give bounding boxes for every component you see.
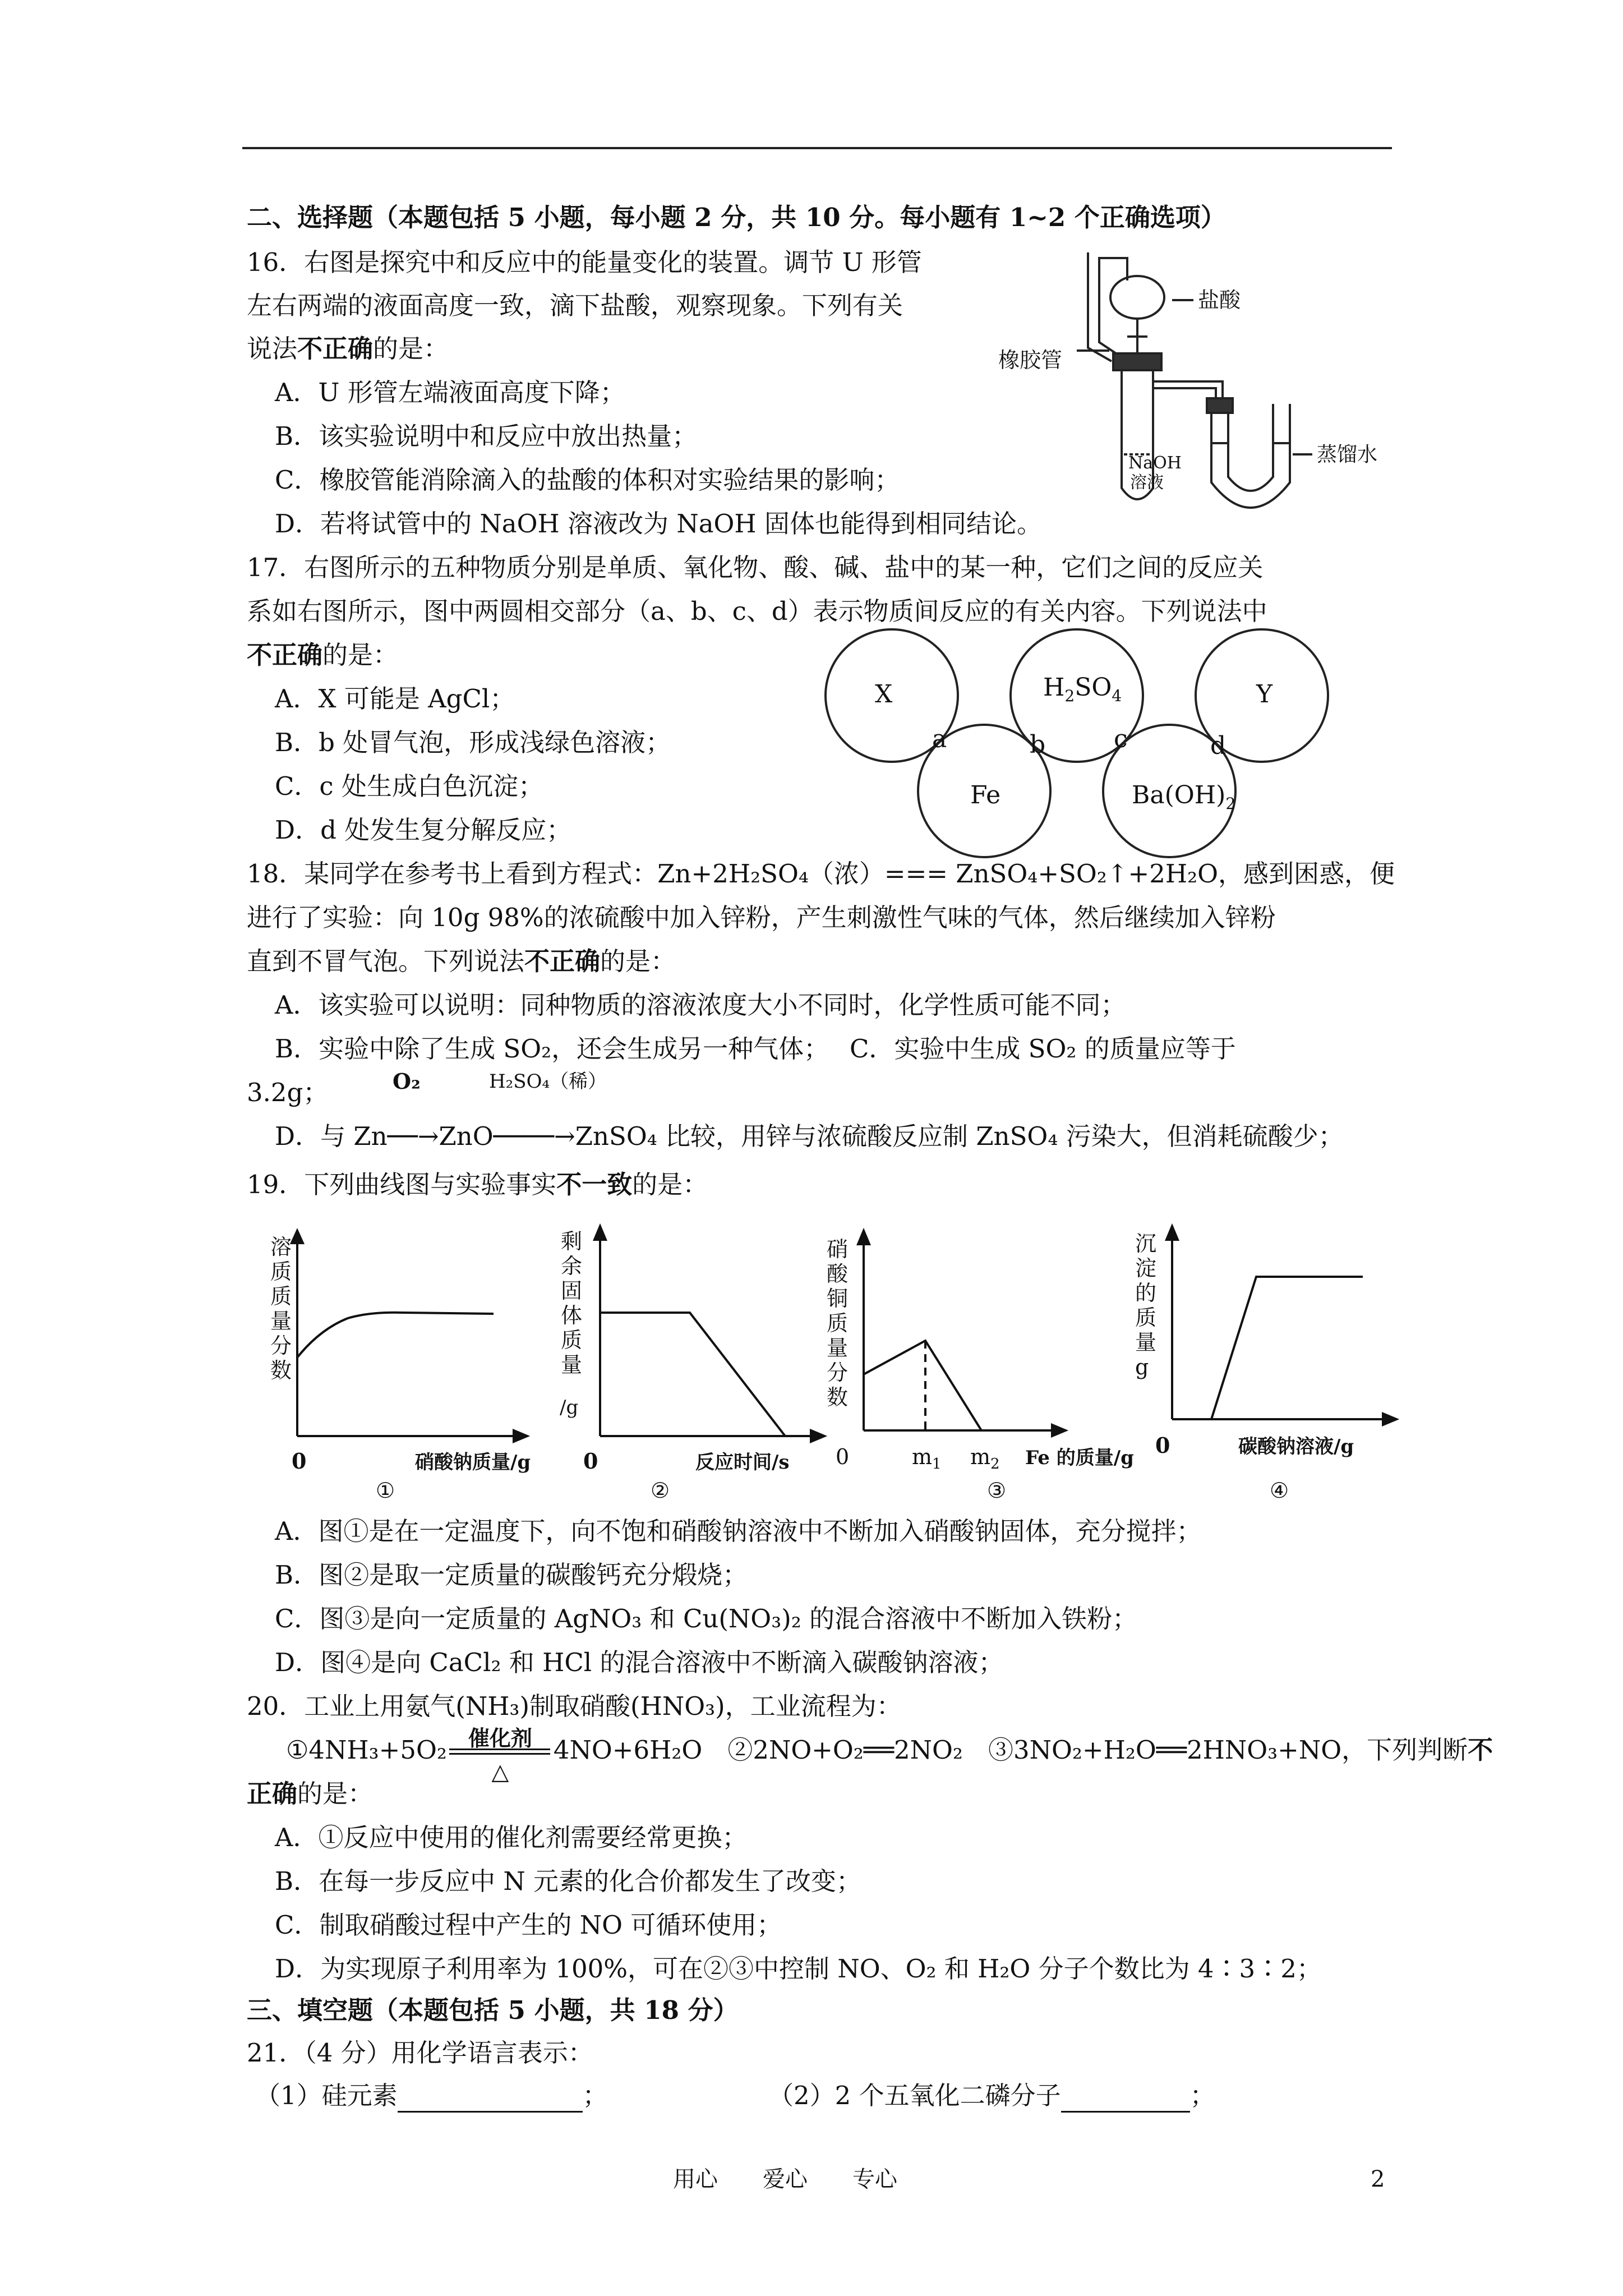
svg-text:碳酸钠溶液/g: 碳酸钠溶液/g [1238, 1435, 1354, 1458]
graph-1 [258, 1223, 550, 1515]
q18-stem-text: 直到不冒气泡。下列说法 [247, 946, 525, 976]
q17-option-c: C．c 处生成白色沉淀； [275, 771, 543, 801]
q17-stem-line2: 系如右图所示，图中两圆相交部分（a、b、c、d）表示物质间反应的有关内容。下列说法中 [247, 596, 1267, 626]
q16-option-c: C．橡胶管能消除滴入的盐酸的体积对实验结果的影响； [275, 465, 900, 495]
q18-stem-line3 [247, 945, 676, 978]
q16-option-d: D．若将试管中的 NaOH 溶液改为 NaOH 固体也能得到相同结论。 [275, 509, 1042, 539]
q16-stem-line2: 左右两端的液面高度一致，滴下盐酸，观察现象。下列有关 [247, 291, 903, 320]
q16-stem-line3 [247, 332, 449, 366]
label-naoh-solution: 溶液 [1130, 473, 1164, 493]
q16-option-a: A．U 形管左端液面高度下降； [275, 378, 625, 407]
label-baoh2: $Ba(OH)_2$ [1132, 781, 1236, 813]
q20-eq1-right: 4NO+6H₂O ②2NO+O₂══2NO₂ ③3NO₂+H₂O══2HNO₃+NO，下列判断 [553, 1735, 1468, 1765]
svg-text:/g: /g [560, 1396, 579, 1419]
label-h2so4: $H_2SO_4$ [1043, 673, 1122, 705]
svg-text:的: 的 [1135, 1281, 1157, 1305]
svg-text:0: 0 [583, 1448, 598, 1474]
svg-text:余: 余 [561, 1254, 583, 1278]
svg-text:量: 量 [827, 1336, 849, 1360]
q16-option-b: B．该实验说明中和反应中放出热量； [275, 421, 698, 451]
q20-emphasis-1: 不 [1468, 1735, 1493, 1765]
q20-stem-line1: 20．工业上用氨气(NH₃)制取硝酸(HNO₃)，工业流程为： [247, 1691, 902, 1721]
svg-text:量: 量 [270, 1309, 292, 1333]
graph-4 [1127, 1223, 1453, 1515]
svg-text:0: 0 [1155, 1433, 1170, 1458]
label-naoh: NaOH [1128, 453, 1182, 473]
svg-text:①: ① [376, 1478, 395, 1503]
q21-blank-1[interactable] [398, 2088, 583, 2113]
svg-text:④: ④ [1270, 1478, 1289, 1503]
q17-option-b: B．b 处冒气泡，形成浅绿色溶液； [275, 728, 671, 757]
svg-text:②: ② [651, 1478, 670, 1503]
q21-item-2: （2）2 个五氧化二磷分子 ； [768, 2079, 1215, 2113]
svg-text:g: g [1135, 1355, 1149, 1379]
svg-text:硝: 硝 [827, 1237, 849, 1262]
label-x: X [875, 680, 893, 708]
q17-stem-line3 [247, 638, 398, 672]
q20-option-d: D．为实现原子利用率为 100%，可在②③中控制 NO、O₂ 和 H₂O 分子个数比为 4∶3∶2； [275, 1954, 1322, 1984]
q18-option-d: D．与 Zn──→ZnO────→ZnSO₄ 比较，用锌与浓硫酸反应制 ZnSO₄ 污染大，但消耗硫酸少； [275, 1121, 1344, 1151]
svg-text:沉: 沉 [1135, 1231, 1157, 1256]
q17-option-a: A．X 可能是 AgCl； [275, 684, 515, 714]
q20-option-c: C．制取硝酸过程中产生的 NO 可循环使用； [275, 1910, 782, 1940]
label-m2: $m_2$ [970, 1444, 1000, 1473]
section3-title: 三、填空题（本题包括 5 小题，共 18 分） [247, 1995, 739, 2025]
q19-option-c: C．图③是向一定质量的 AgNO₃ 和 Cu(NO₃)₂ 的混合溶液中不断加入铁粉； [275, 1604, 1138, 1634]
q17-stem-end: 的是： [322, 640, 399, 670]
q18-arrow-o2-label: O₂ [393, 1069, 421, 1094]
label-fe: Fe [970, 781, 1001, 809]
q19-emphasis: 不一致 [556, 1170, 633, 1199]
q18-option-c-continued: 3.2g； [247, 1078, 329, 1107]
svg-text:酸: 酸 [827, 1262, 849, 1286]
q17-stem-line1: 17．右图所示的五种物质分别是单质、氧化物、酸、碱、盐中的某一种，它们之间的反应关 [247, 553, 1264, 582]
svg-text:淀: 淀 [1135, 1256, 1157, 1281]
q20-stem-line3 [247, 1777, 373, 1811]
q19-stem-end: 的是： [632, 1170, 708, 1199]
q20-option-a: A．①反应中使用的催化剂需要经常更换； [275, 1823, 748, 1852]
q21-item-1: （1）硅元素 ； [255, 2079, 608, 2113]
q18-stem-line2: 进行了实验：向 10g 98%的浓硫酸中加入锌粉，产生刺激性气味的气体，然后继续加入锌粉 [247, 903, 1276, 932]
svg-text:质: 质 [561, 1328, 583, 1352]
q18-option-b-c: B．实验中除了生成 SO₂，还会生成另一种气体； C．实验中生成 SO₂ 的质量应等于 [275, 1034, 1236, 1064]
q20-eq1-left: ①4NH₃+5O₂ [286, 1735, 447, 1765]
svg-text:固: 固 [561, 1278, 583, 1303]
q19-stem [247, 1168, 708, 1202]
label-c: c [1114, 725, 1128, 753]
q17-option-d: D．d 处发生复分解反应； [275, 815, 572, 845]
label-d: d [1210, 731, 1227, 760]
page-number: 2 [1371, 2166, 1385, 2192]
q16-stem-line1: 16．右图是探究中和反应中的能量变化的装置。调节 U 形管 [247, 247, 922, 277]
svg-text:分: 分 [827, 1360, 849, 1385]
section2-title: 二、选择题（本题包括 5 小题，每小题 2 分，共 10 分。每小题有 1~2 个正确选项） [247, 203, 1226, 232]
svg-text:分: 分 [270, 1333, 292, 1358]
q19-option-b: B．图②是取一定质量的碳酸钙充分煅烧； [275, 1560, 748, 1590]
q18-stem-line1: 18．某同学在参考书上看到方程式：Zn+2H₂SO₄（浓）=== ZnSO₄+SO₂↑+2H₂O，感到困惑，便 [247, 859, 1395, 889]
q18-arrow-h2so4-label: H₂SO₄（稀） [489, 1070, 607, 1093]
q20-stem-end: 的是： [297, 1779, 374, 1809]
q18-option-a: A．该实验可以说明：同种物质的溶液浓度大小不同时，化学性质可能不同； [275, 990, 1126, 1020]
label-y: Y [1256, 680, 1273, 708]
header-rule [242, 147, 1392, 149]
q20-emphasis-2: 正确 [247, 1779, 298, 1809]
q17-circles-figure [808, 623, 1380, 858]
graph-2 [555, 1223, 850, 1515]
svg-text:③: ③ [987, 1478, 1007, 1503]
label-rubber-tube: 橡胶管 [998, 348, 1063, 372]
svg-text:Fe 的质量/g: Fe 的质量/g [1025, 1447, 1134, 1469]
svg-text:体: 体 [561, 1303, 583, 1328]
q19-option-d: D．图④是向 CaCl₂ 和 HCl 的混合溶液中不断滴入碳酸钠溶液； [275, 1648, 1004, 1677]
svg-text:铜: 铜 [827, 1286, 849, 1311]
q18-emphasis: 不正确 [524, 946, 601, 976]
q21-blank-2[interactable] [1061, 2088, 1190, 2113]
q21-stem: 21．（4 分）用化学语言表示： [247, 2038, 593, 2068]
svg-text:量: 量 [561, 1352, 583, 1377]
svg-text:硝酸钠质量/g: 硝酸钠质量/g [415, 1451, 531, 1474]
svg-text:反应时间/s: 反应时间/s [695, 1451, 790, 1474]
label-m1: $m_1$ [912, 1444, 942, 1473]
svg-text:质: 质 [827, 1311, 849, 1336]
graph-3 [819, 1223, 1166, 1515]
svg-text:质: 质 [270, 1259, 292, 1284]
label-hydrochloric-acid: 盐酸 [1198, 288, 1241, 312]
label-distilled-water: 蒸馏水 [1317, 443, 1378, 466]
svg-text:数: 数 [827, 1385, 849, 1410]
q18-stem-end: 的是： [600, 946, 676, 976]
q20-option-b: B．在每一步反应中 N 元素的化合价都发生了改变； [275, 1866, 862, 1896]
label-a: a [932, 725, 947, 753]
label-b: b [1030, 730, 1046, 759]
q20-eq1-catalyst-arrow: 催化剂 △ [447, 1736, 554, 1759]
footer-motto: 用心 爱心 专心 [673, 2166, 897, 2192]
svg-text:数: 数 [270, 1358, 292, 1383]
q19-option-a: A．图①是在一定温度下，向不饱和硝酸钠溶液中不断加入硝酸钠固体，充分搅拌； [275, 1516, 1202, 1546]
q16-apparatus-figure [987, 241, 1413, 533]
q16-emphasis: 不正确 [297, 334, 374, 364]
svg-text:0: 0 [292, 1448, 307, 1474]
svg-text:0: 0 [836, 1444, 850, 1469]
svg-text:剩: 剩 [561, 1229, 583, 1254]
q16-stem-text: 说法 [247, 334, 298, 364]
q16-stem-end: 的是： [373, 334, 449, 364]
q17-emphasis: 不正确 [247, 640, 323, 670]
q19-stem-text: 19．下列曲线图与实验事实 [247, 1170, 557, 1199]
svg-text:质: 质 [1135, 1305, 1157, 1330]
svg-text:溶: 溶 [270, 1235, 292, 1259]
q20-equations [286, 1726, 1493, 1785]
svg-text:量: 量 [1135, 1330, 1157, 1355]
svg-text:质: 质 [270, 1284, 292, 1309]
